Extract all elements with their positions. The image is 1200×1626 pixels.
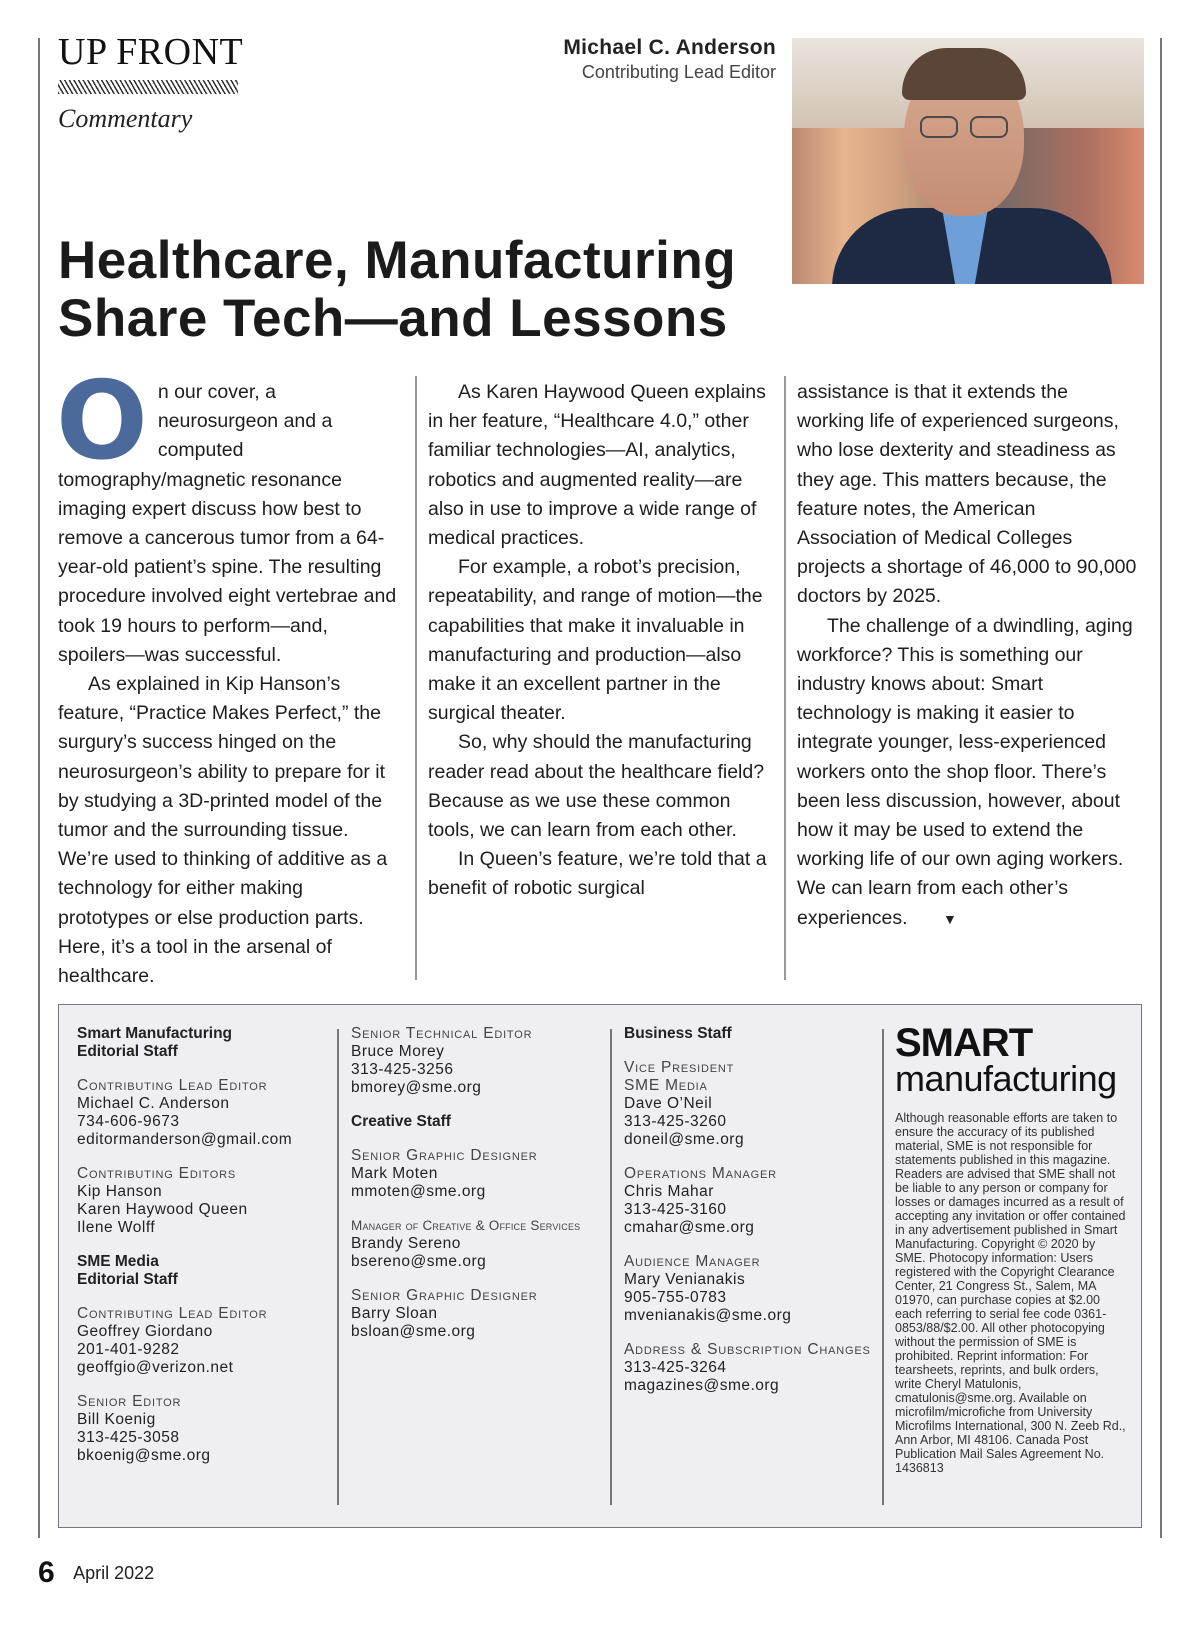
staff-group-heading: Creative Staff [351, 1113, 451, 1130]
article-column-2 [428, 378, 768, 904]
paragraph: So, why should the manufacturing reader read about the healthcare field? Because as we use these common tools, we can learn from each other. [428, 731, 765, 842]
left-margin-rule [38, 38, 40, 1538]
staff-title: Senior Technical Editor [351, 1025, 533, 1042]
headline-line-2: Share Tech—and Lessons [58, 289, 728, 348]
staff-title: Manager of Creative & Office Services [351, 1218, 581, 1233]
staff-title: Operations Manager [624, 1165, 777, 1182]
email-link[interactable]: magazines@sme.org [624, 1377, 780, 1394]
email-link[interactable]: cmahar@sme.org [624, 1219, 755, 1236]
email-link[interactable]: mvenianakis@sme.org [624, 1307, 792, 1324]
staff-group-heading: Editorial Staff [77, 1043, 178, 1060]
author-name: Michael C. Anderson [563, 36, 776, 59]
headline [58, 232, 778, 348]
staff-title: Contributing Lead Editor [77, 1305, 268, 1322]
author-photo [792, 38, 1144, 284]
masthead-column-4 [895, 1021, 1127, 1475]
legal-disclaimer: Although reasonable efforts are taken to ensure the accuracy of its published material, SME is not responsible for statements published in this magazine. Readers are advised that SME shall not be liable to any person or company for losses or damages incurred as a result of accepting any invitation or offer contained in any advertisement published in Smart Manufacturing. Copyright © 2020 by SME. Photocopy information: Users registered with the Copyright Clearance Center, 21 Congress St., Salem, MA 01970, can purchase copies at $2.00 each referring to serial fee code 0361-0853/88/$2.00. All other photocopying without the permission of SME is prohibited. Reprint information: For tearsheets, reprints, and bulk orders, write Cheryl Matulonis, cmatulonis@sme.org. Available on microfilm/microfiche from University Microfilms International, 300 N. Zeeb Rd., Ann Arbor, MI 48106. Canada Post Publication Mail Sales Agreement No. 1436813 [895, 1111, 1126, 1475]
email-link[interactable]: bsereno@sme.org [351, 1253, 487, 1270]
staff-title: Audience Manager [624, 1253, 761, 1270]
staff-title: Contributing Lead Editor [77, 1077, 268, 1094]
email-link[interactable]: mmoten@sme.org [351, 1183, 486, 1200]
page-number: 6 [38, 1556, 55, 1589]
paragraph: In Queen’s feature, we’re told that a benefit of robotic surgical [428, 848, 767, 900]
author-role: Contributing Lead Editor [581, 62, 776, 82]
staff-title: Senior Graphic Designer [351, 1287, 538, 1304]
staff-title: Senior Editor [77, 1393, 182, 1410]
drop-cap: O [56, 359, 148, 484]
staff-group-heading: Smart Manufacturing [77, 1025, 233, 1042]
email-link[interactable]: bmorey@sme.org [351, 1079, 482, 1096]
section-subtitle: Commentary [58, 104, 193, 133]
masthead-column-1: Smart Manufacturing Editorial Staff Contributing Lead Editor Michael C. Anderson 734-606-9673 editormanderson@gmail.com Contributing Editors Kip Hanson Karen Haywood Queen Ilene Wolff SME Media Editorial Staff Contributing Lead Editor Geoffrey Giordano 201-401-9282 geoffgio@verizon.net Senior Editor Bill Koenig 313-425-3058 bkoenig@sme.org [77, 1025, 327, 1465]
article-column-3 [797, 378, 1137, 934]
staff-title: Address & Subscription Changes [624, 1341, 871, 1358]
staff-group-heading: SME Media [77, 1253, 159, 1270]
staff-title: Senior Graphic Designer [351, 1147, 538, 1164]
paragraph: n our cover, a neurosurgeon and a computed tomography/magnetic resonance imaging expert discuss how best to remove a cancerous tumor from a 64-year-old patient’s spine. The resulting procedure involved eight vertebrae and took 19 hours to perform—and, spoilers—was successful. [58, 381, 397, 666]
paragraph: The challenge of a dwindling, aging workforce? This is something our industry knows about: Smart technology is making it easier to integrate younger, less-experienced workers onto the shop floor. There’s been less discussion, however, about how it may be used to extend the working life of our own aging workers. We can learn from each other’s experiences. [797, 614, 1133, 929]
right-margin-rule [1160, 38, 1162, 1538]
staff-title: Contributing Editors [77, 1165, 236, 1182]
smart-manufacturing-logo-wordmark: manufacturing [895, 1058, 1117, 1099]
paragraph: assistance is that it extends the working life of experienced surgeons, who lose dexterity and steadiness as they age. This matters because, the feature notes, the American Association of Medical Colleges projects a shortage of 46,000 to 90,000 doctors by 2025. [797, 381, 1137, 608]
staff-group-heading: Editorial Staff [77, 1271, 178, 1288]
end-mark-icon: ▼ [943, 910, 957, 927]
issue-date: April 2022 [73, 1562, 155, 1583]
masthead-staff-box [58, 1004, 1142, 1528]
section-hatch-ornament [58, 80, 238, 94]
paragraph: As explained in Kip Hanson’s feature, “Practice Makes Perfect,” the surgury’s success hinged on the neurosurgeon’s ability to prepare for it by studying a 3D-printed model of the tumor and the surrounding tissue. We’re used to thinking of additive as a technology for either making prototypes or else production parts. Here, it’s a tool in the arsenal of healthcare. [58, 673, 388, 988]
page-footer [38, 1556, 154, 1590]
headline-line-1: Healthcare, Manufacturing [58, 231, 737, 290]
email-link[interactable]: geoffgio@verizon.net [77, 1359, 234, 1376]
paragraph: As Karen Haywood Queen explains in her feature, “Healthcare 4.0,” other familiar technologies—AI, analytics, robotics and augmented reality—are also in use to improve a wide range of medical practices. [428, 381, 766, 550]
email-link[interactable]: bsloan@sme.org [351, 1323, 476, 1340]
email-link[interactable]: doneil@sme.org [624, 1131, 745, 1148]
column-divider [784, 376, 786, 980]
author-byline [563, 36, 776, 83]
section-name: UP FRONT [58, 31, 244, 73]
masthead-column-3: Business Staff Vice President SME Media Dave O’Neil 313-425-3260 doneil@sme.org Operations Manager Chris Mahar 313-425-3160 cmahar@sme.org Audience Manager Mary Venianakis 905-755-0783 mvenianakis@sme.org Address & Subscription Changes 313-425-3264 magazines@sme.org [624, 1025, 886, 1395]
article-column-1 [56, 359, 398, 991]
email-link[interactable]: bkoenig@sme.org [77, 1447, 211, 1464]
masthead-column-2: Senior Technical Editor Bruce Morey 313-425-3256 bmorey@sme.org Creative Staff Senior Graphic Designer Mark Moten mmoten@sme.org Manager of Creative & Office Services Brandy Sereno bsereno@sme.org Senior Graphic Designer Barry Sloan bsloan@sme.org [351, 1025, 613, 1341]
paragraph: For example, a robot’s precision, repeatability, and range of motion—the capabilities that make it invaluable in manufacturing and production—also make it an excellent partner in the surgical theater. [428, 556, 763, 725]
staff-title: Vice President SME Media [624, 1059, 735, 1094]
email-link[interactable]: editormanderson@gmail.com [77, 1131, 293, 1148]
smart-manufacturing-logo: SMART [895, 1021, 1033, 1065]
staff-group-heading: Business Staff [624, 1025, 732, 1042]
column-divider [415, 376, 417, 980]
